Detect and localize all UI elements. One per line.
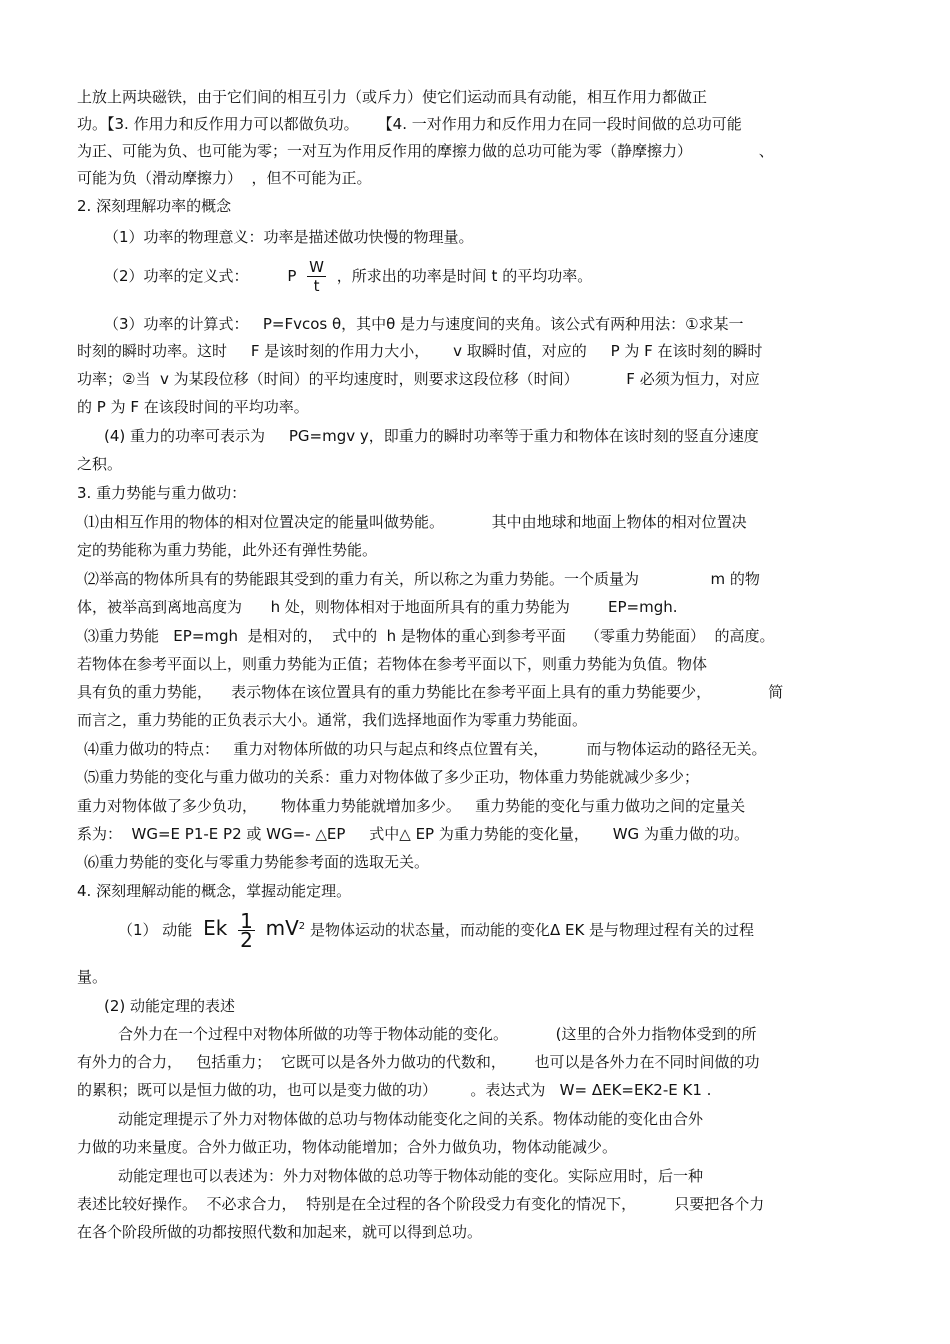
text-line: (2) 动能定理的表述 (104, 997, 236, 1015)
power-symbol: P (287, 267, 297, 285)
text-line: 动能定理也可以表述为：外力对物体做的总功等于物体动能的变化。实际应用时，后一种 (118, 1167, 704, 1185)
fraction-numerator: W (309, 258, 324, 276)
text-line: (4) 重力的功率可表示为 PG=mgv y，即重力的瞬时功率等于重力和物体在该时刻的竖直分速度 (104, 427, 759, 445)
kinetic-term: mV (265, 916, 299, 940)
kinetic-prefix: （1） 动能 (118, 921, 193, 939)
text-line: 定的势能称为重力势能，此外还有弹性势能。 (77, 541, 378, 559)
kinetic-exponent: 2 (298, 921, 306, 932)
text-line: ⑶重力势能 EP=mgh 是相对的， 式中的 h 是物体的重心到参考平面 （零重力势能面） 的高度。 (84, 627, 775, 645)
text-line: ⑷重力做功的特点： 重力对物体所做的功只与起点和终点位置有关， 而与物体运动的路径无关。 (84, 740, 767, 758)
text-line: 而言之，重力势能的正负表示大小。通常，我们选择地面作为零重力势能面。 (77, 711, 588, 729)
text-line: 时刻的瞬时功率。这时 F 是该时刻的作用力大小， v 取瞬时值，对应的 P 为 F 在该时刻的瞬时 (77, 342, 763, 360)
kinetic-energy-line (118, 909, 755, 952)
fraction-denominator: t (313, 277, 320, 295)
text-line: 功率；②当 v 为某段位移（时间）的平均速度时，则要求这段位移（时间） F 必须为恒力，对应 (77, 370, 760, 388)
text-line: 在各个阶段所做的功都按照代数和加起来，就可以得到总功。 (77, 1223, 483, 1241)
text-line: 合外力在一个过程中对物体所做的功等于物体动能的变化。 (这里的合外力指物体受到的所 (118, 1025, 757, 1043)
text-line: 力做的功来量度。合外力做正功，物体动能增加；合外力做负功，物体动能减少。 (77, 1138, 618, 1156)
kinetic-symbol: Ek (203, 916, 228, 940)
text-line: 为正、可能为负、也可能为零；一对互为作用反作用的摩擦力做的总功可能为零（静摩擦力） 、 (77, 142, 774, 160)
text-line: 有外力的合力， 包括重力； 它既可以是各外力做功的代数和， 也可以是各外力在不同时间做的功 (77, 1053, 760, 1071)
text-line: 功。【3. 作用力和反作用力可以都做负功。 【4. 一对作用力和反作用力在同一段时间做的总功可能 (77, 115, 742, 133)
text-line: 上放上两块磁铁，由于它们间的相互引力（或斥力）使它们运动而具有动能，相互作用力都做正 (77, 88, 708, 106)
text-line: ⑸重力势能的变化与重力做功的关系：重力对物体做了多少正功，物体重力势能就减少多少； (84, 768, 700, 786)
text-line: ⑴由相互作用的物体的相对位置决定的能量叫做势能。 其中由地球和地面上物体的相对位置决 (84, 513, 747, 531)
text-line: ⑹重力势能的变化与零重力势能参考面的选取无关。 (84, 853, 430, 871)
text-line: 若物体在参考平面以上，则重力势能为正值；若物体在参考平面以下，则重力势能为负值。物体 (77, 655, 708, 673)
text-line: 的累积；既可以是恒力做的功，也可以是变力做的功） 。表达式为 W= ΔEK=EK2-E K1 . (77, 1081, 712, 1099)
text-line: 动能定理提示了外力对物体做的总功与物体动能变化之间的关系。物体动能的变化由合外 (118, 1110, 704, 1128)
text-line: 重力对物体做了多少负功， 物体重力势能就增加多少。 重力势能的变化与重力做功之间的定量关 (77, 797, 746, 815)
fraction-denominator: 2 (240, 928, 253, 952)
section-heading: 4. 深刻理解动能的概念，掌握动能定理。 (77, 882, 352, 900)
fraction-numerator: 1 (240, 909, 253, 933)
kinetic-fraction (238, 909, 255, 952)
text-line: 体，被举高到离地高度为 h 处，则物体相对于地面所具有的重力势能为 EP=mgh. (77, 598, 678, 616)
text-line: 可能为负（滑动摩擦力） ，但不可能为正。 (77, 169, 372, 187)
section-heading: 3. 重力势能与重力做功： (77, 484, 247, 502)
text-line: （3）功率的计算式： P=Fvcos θ，其中θ 是力与速度间的夹角。该公式有两种用法：①求某一 (104, 315, 744, 333)
power-fraction (307, 258, 326, 295)
power-def-suffix: ，所求出的功率是时间 t 的平均功率。 (336, 267, 593, 285)
text-line: 表述比较好操作。 不必求合力， 特别是在全过程的各个阶段受力有变化的情况下， 只要把各个力 (77, 1195, 765, 1213)
section-heading: 2. 深刻理解功率的概念 (77, 197, 232, 215)
kinetic-suffix: 是物体运动的状态量，而动能的变化Δ EK 是与物理过程有关的过程 (309, 921, 755, 939)
power-definition-line (104, 258, 592, 295)
text-line: 的 P 为 F 在该段时间的平均功率。 (77, 398, 309, 416)
text-line: 量。 (77, 968, 108, 986)
text-line: 具有负的重力势能， 表示物体在该位置具有的重力势能比在参考平面上具有的重力势能要少， 简 (77, 683, 784, 701)
text-line: 之积。 (77, 455, 123, 473)
text-line: （1）功率的物理意义：功率是描述做功快慢的物理量。 (104, 228, 474, 246)
text-line: 系为： WG=E P1-E P2 或 WG=- △EP 式中△ EP 为重力势能的变化量， WG 为重力做的功。 (77, 825, 749, 843)
text-line: ⑵举高的物体所具有的势能跟其受到的重力有关，所以称之为重力势能。一个质量为 m 的物 (84, 570, 760, 588)
power-def-prefix: （2）功率的定义式： (104, 267, 249, 285)
